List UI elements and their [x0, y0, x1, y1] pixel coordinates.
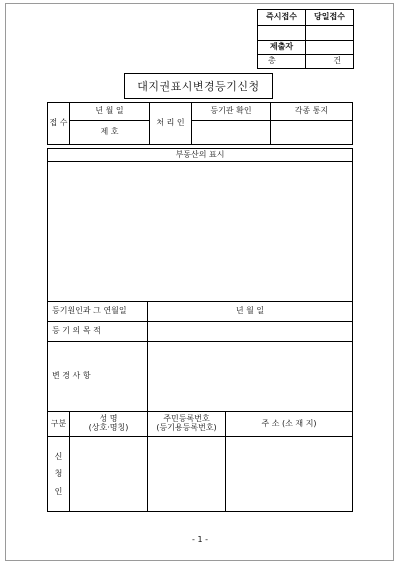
- sameday-receipt-field[interactable]: [306, 26, 354, 41]
- registrar-confirm-field[interactable]: [192, 121, 271, 145]
- name-header-line1: 성 명: [99, 414, 118, 424]
- immediate-receipt-label: 즉시접수: [258, 10, 306, 26]
- notice-label: 각종 통지: [271, 103, 353, 121]
- notice-field[interactable]: [271, 121, 353, 145]
- total-count-cell: [258, 55, 306, 69]
- property-header: 부동산의 표시: [48, 149, 353, 162]
- regno-header-line1: 주민등록번호: [163, 414, 210, 424]
- form-title: 대지권표시변경등기신청: [124, 73, 273, 99]
- cause-label: 등기원인과 그 연월일: [48, 302, 148, 322]
- property-description-field[interactable]: [48, 162, 353, 302]
- submitter-label: 제출자: [258, 41, 306, 55]
- page-number: - 1 -: [192, 535, 208, 544]
- gubun-header: 구분: [48, 412, 70, 437]
- reception-table: [47, 102, 353, 145]
- regno-header: [148, 412, 226, 437]
- change-field[interactable]: [148, 342, 353, 412]
- address-header: 주 소 (소 재 지): [226, 412, 353, 437]
- applicant-address-field[interactable]: [226, 437, 353, 512]
- cause-date-field[interactable]: 년 월 일: [148, 302, 353, 322]
- name-header-line2: (상호·명칭): [88, 423, 129, 432]
- applicant-name-field[interactable]: [70, 437, 148, 512]
- name-header: [70, 412, 148, 437]
- registrar-confirm-label: 등기관 확인: [192, 103, 271, 121]
- applicant-side-label: 신 청 인: [48, 437, 70, 512]
- reception-date-field[interactable]: 년 월 일: [70, 103, 150, 121]
- application-table: [47, 148, 353, 512]
- change-label: 변 경 사 항: [48, 342, 148, 412]
- applicant-regno-field[interactable]: [148, 437, 226, 512]
- reception-label: 접 수: [48, 103, 70, 145]
- purpose-label: 등 기 의 목 적: [48, 322, 148, 342]
- total-count-field[interactable]: [306, 55, 354, 69]
- purpose-field[interactable]: [148, 322, 353, 342]
- receipt-box: [257, 9, 354, 69]
- regno-header-line2: (등기용등록번호): [156, 423, 217, 432]
- immediate-receipt-field[interactable]: [258, 26, 306, 41]
- processor-label: 처 리 인: [150, 103, 192, 145]
- submitter-field[interactable]: [306, 41, 354, 55]
- sameday-receipt-label: 당일접수: [306, 10, 354, 26]
- reception-number-field[interactable]: 제 호: [70, 121, 150, 145]
- total-left-label: 총: [268, 56, 276, 66]
- total-right-label: 건: [333, 56, 341, 66]
